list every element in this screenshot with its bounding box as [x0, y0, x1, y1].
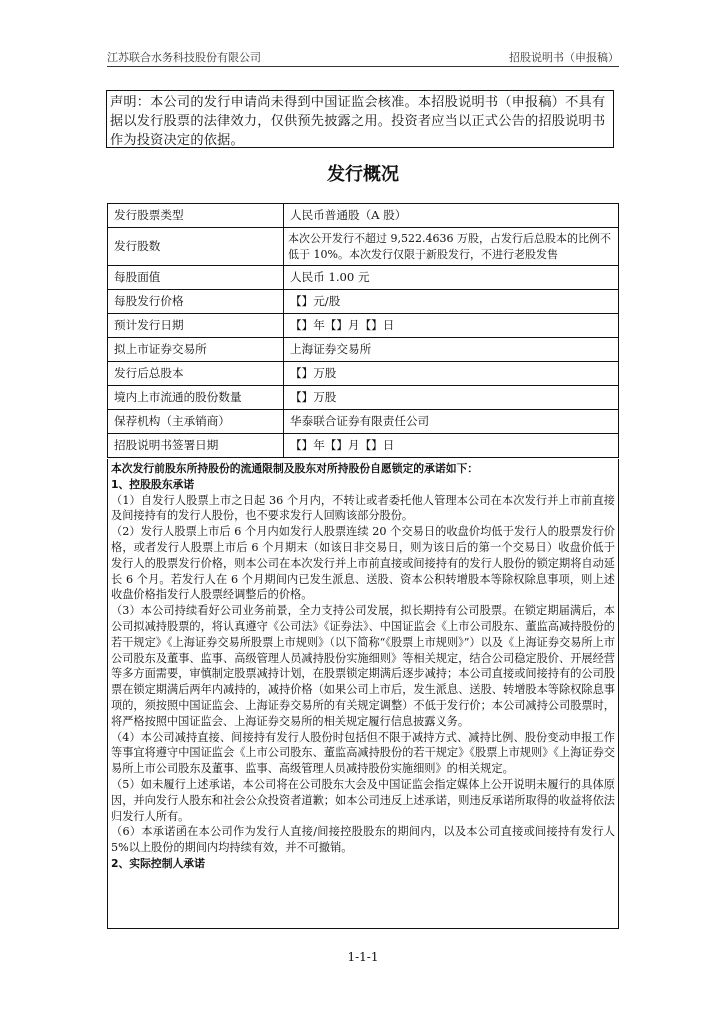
commitment-paragraph: （4）本公司减持直接、间接持有发行人股份时包括但不限于减持方式、减持比例、股份变动申报工作等事宜将遵守中国证监会《上市公司股东、董监高减持股份的若干规定》《股票上市规则》《上海证券交易所上市公司股东及董事、监事、高级管理人员减持股份实施细则》的相关规定。 — [111, 730, 615, 776]
row-value: 【】年【】月【】日 — [284, 434, 619, 458]
row-label: 发行后总股本 — [108, 362, 284, 386]
lockup-commitment-section — [107, 459, 619, 929]
table-row — [108, 434, 619, 458]
table-row — [108, 266, 619, 290]
row-value: 人民币 1.00 元 — [284, 266, 619, 290]
table-row — [108, 386, 619, 410]
row-value: 【】年【】月【】日 — [284, 314, 619, 338]
header-document-type: 招股说明书（申报稿） — [509, 51, 619, 64]
table-row — [108, 314, 619, 338]
row-label: 预计发行日期 — [108, 314, 284, 338]
table-row — [108, 290, 619, 314]
commitment-paragraph: （3）本公司持续看好公司业务前景，全力支持公司发展，拟长期持有公司股票。在锁定期届满后，本公司拟减持股票的，将认真遵守《公司法》《证券法》、中国证监会《上市公司股东、董监高减持股份的若干规定》《上海证券交易所股票上市规则》（以下简称“《股票上市规则》”）以及《上海证券交易所上市公司股东及董事、监事、高级管理人员减持股份实施细则》等相关规定，结合公司稳定股价、开展经营等多方面需要，审慎制定股票减持计划，在股票锁定期满后逐步减持；本公司直接或间接持有的公司股票在锁定期满后两年内减持的，减持价格（如果公司上市后，发生派息、送股、转增股本等除权除息事项的，须按照中国证监会、上海证券交易所的有关规定调整）不低于发行价；本公司减持公司股票时，将严格按照中国证监会、上海证券交易所的相关规定履行信息披露义务。 — [111, 604, 615, 728]
row-value: 【】万股 — [284, 362, 619, 386]
commitment-paragraph: （1）自发行人股票上市之日起 36 个月内，不转让或者委托他人管理本公司在本次发行并上市前直接及间接持有的发行人股份，也不要求发行人回购该部分股份。 — [111, 493, 615, 523]
row-label: 每股发行价格 — [108, 290, 284, 314]
row-value: 【】元/股 — [284, 290, 619, 314]
row-value: 【】万股 — [284, 386, 619, 410]
page-number: 1-1-1 — [347, 950, 379, 964]
row-label: 发行股数 — [108, 228, 284, 266]
table-row — [108, 362, 619, 386]
table-row — [108, 228, 619, 266]
row-value: 本次公开发行不超过 9,522.4636 万股，占发行后总股本的比例不低于 10%。本次发行仅限于新股发行，不进行老股发售 — [284, 228, 619, 266]
commitment-paragraph: （6）本承诺函在本公司作为发行人直接/间接控股股东的期间内，以及本公司直接或间接持有发行人 5%以上股份的期间内均持续有效，并不可撤销。 — [111, 825, 615, 855]
row-label: 发行股票类型 — [108, 204, 284, 228]
row-label: 拟上市证券交易所 — [108, 338, 284, 362]
table-row — [108, 410, 619, 434]
header-divider — [107, 66, 619, 67]
offering-overview-table — [107, 203, 619, 458]
row-value: 华泰联合证券有限责任公司 — [284, 410, 619, 434]
row-value: 上海证券交易所 — [284, 338, 619, 362]
row-label: 每股面值 — [108, 266, 284, 290]
commitment-paragraph: （2）发行人股票上市后 6 个月内如发行人股票连续 20 个交易日的收盘价均低于发行人的股票发行价格，或者发行人股票上市后 6 个月期末（如该日非交易日，则为该日后的第一个交易日）收盘价低于发行人的股票发行价格，则本公司在本次发行并上市前直接或间接持有的发行人股份的锁定期将自动延长 6 个月。若发行人在 6 个月期间内已发生派息、送股、资本公积转增股本等除权除息事项，则上述收盘价格指发行人股票经调整后的价格。 — [111, 525, 615, 602]
disclaimer-box: 声明：本公司的发行申请尚未得到中国证监会核准。本招股说明书（申报稿）不具有据以发行股票的法律效力，仅供预先披露之用。投资者应当以正式公告的招股说明书作为投资决定的依据。 — [106, 90, 614, 148]
row-label: 招股说明书签署日期 — [108, 434, 284, 458]
row-value: 人民币普通股（A 股） — [284, 204, 619, 228]
page-title: 发行概况 — [327, 164, 399, 185]
section-title-actual-controller: 2、实际控制人承诺 — [111, 856, 205, 870]
section-title-controlling-shareholder: 1、控股股东承诺 — [111, 477, 195, 491]
commitment-paragraph: （5）如未履行上述承诺，本公司将在公司股东大会及中国证监会指定媒体上公开说明未履行的具体原因，并向发行人股东和社会公众投资者道歉；如本公司违反上述承诺，则违反承诺所取得的收益将依法归发行人所有。 — [111, 777, 615, 823]
row-label: 保荐机构（主承销商） — [108, 410, 284, 434]
header-company-name: 江苏联合水务科技股份有限公司 — [107, 51, 261, 64]
table-row — [108, 338, 619, 362]
commitment-heading: 本次发行前股东所持股份的流通限制及股东对所持股份自愿锁定的承诺如下： — [111, 462, 479, 475]
table-row — [108, 204, 619, 228]
row-label: 境内上市流通的股份数量 — [108, 386, 284, 410]
